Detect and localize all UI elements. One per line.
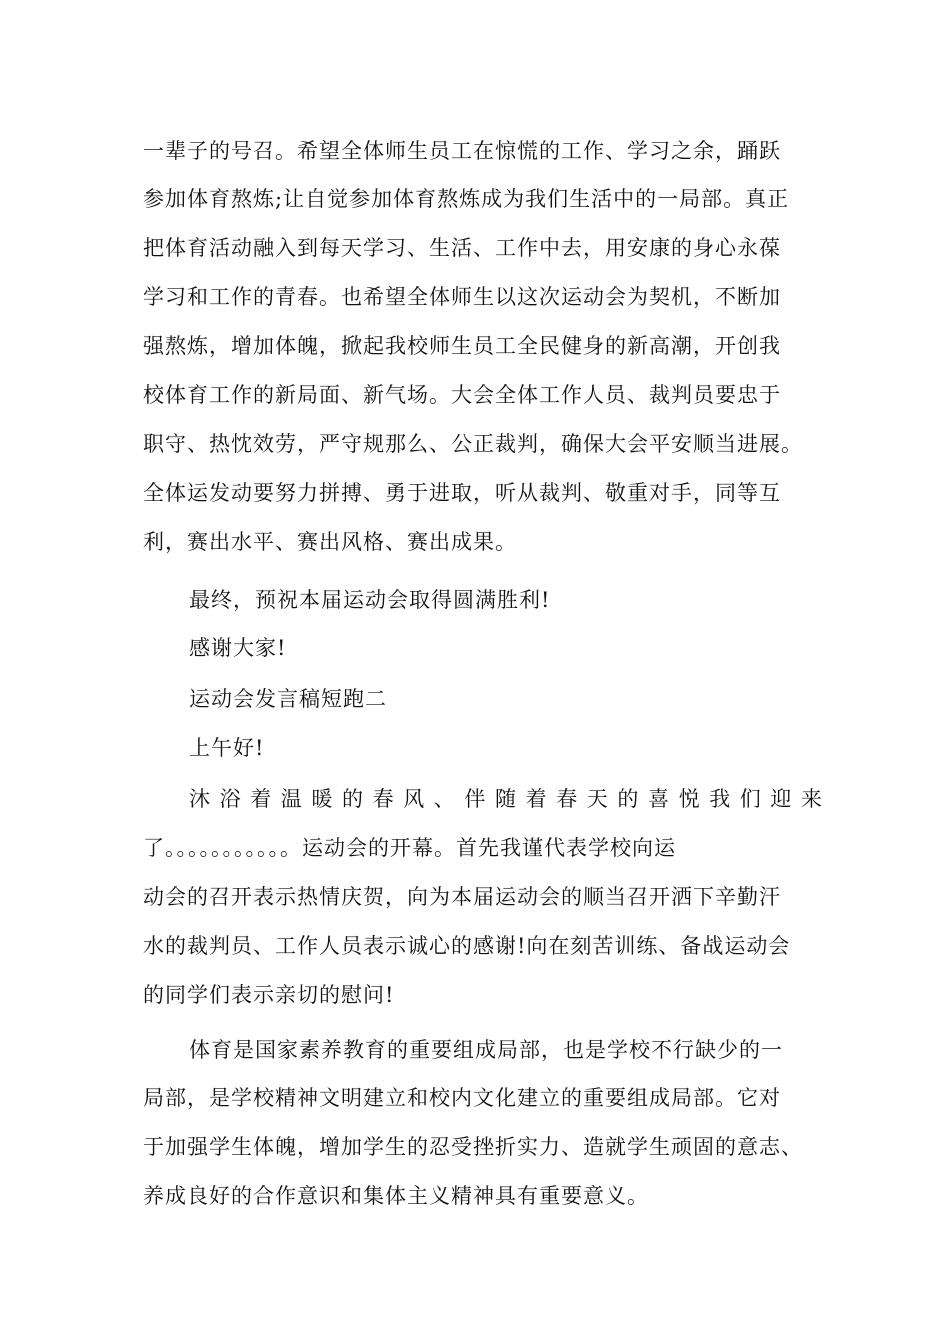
greeting: 上午好! (189, 736, 265, 760)
text-line: 养成良好的合作意识和集体主义精神具有重要意义。 (143, 1184, 649, 1208)
text-line: 动会的召开表示热情庆贺，向为本届运动会的顺当召开洒下辛勤汗 (143, 885, 781, 909)
section-title: 运动会发言稿短跑二 (189, 687, 387, 711)
text-line: 水的裁判员、工作人员表示诚心的感谢!向在刻苦训练、备战运动会 (143, 934, 791, 958)
text-line: 的同学们表示亲切的慰问! (143, 983, 395, 1007)
text-line: 了。。。。。。。。。。。运动会的开幕。首先我谨代表学校向运 (143, 836, 676, 860)
text-line: 全体运发动要努力拼搏、勇于进取，听从裁判、敬重对手，同等互 (143, 481, 781, 505)
text-line: 一辈子的号召。希望全体师生员工在惊慌的工作、学习之余，踊跃 (143, 139, 781, 163)
text-line: 学习和工作的青春。也希望全体师生以这次运动会为契机，不断加 (143, 285, 781, 309)
text-line: 沐浴着温暖的春风、伴随着春天的喜悦我们迎来 (189, 787, 832, 811)
text-line: 职守、热忱效劳，严守规那么、公正裁判，确保大会平安顺当进展。 (143, 432, 803, 456)
text-line: 体育是国家素养教育的重要组成局部，也是学校不行缺少的一 (189, 1038, 783, 1062)
text-line: 参加体育熬炼;让自觉参加体育熬炼成为我们生活中的一局部。真正 (143, 187, 790, 211)
text-line: 强熬炼，增加体魄，掀起我校师生员工全民健身的新高潮，开创我 (143, 334, 781, 358)
text-line: 把体育活动融入到每天学习、生活、工作中去，用安康的身心永葆 (143, 236, 781, 260)
text-line: 校体育工作的新局面、新气场。大会全体工作人员、裁判员要忠于 (143, 383, 781, 407)
text-line: 局部，是学校精神文明建立和校内文化建立的重要组成局部。它对 (143, 1086, 781, 1110)
text-line: 于加强学生体魄，增加学生的忍受挫折实力、造就学生顽固的意志、 (143, 1135, 803, 1159)
thanks-line: 感谢大家! (189, 636, 287, 660)
closing-wish: 最终，预祝本届运动会取得圆满胜利! (189, 588, 551, 612)
text-line: 利，赛出水平、赛出风格、赛出成果。 (143, 530, 517, 554)
